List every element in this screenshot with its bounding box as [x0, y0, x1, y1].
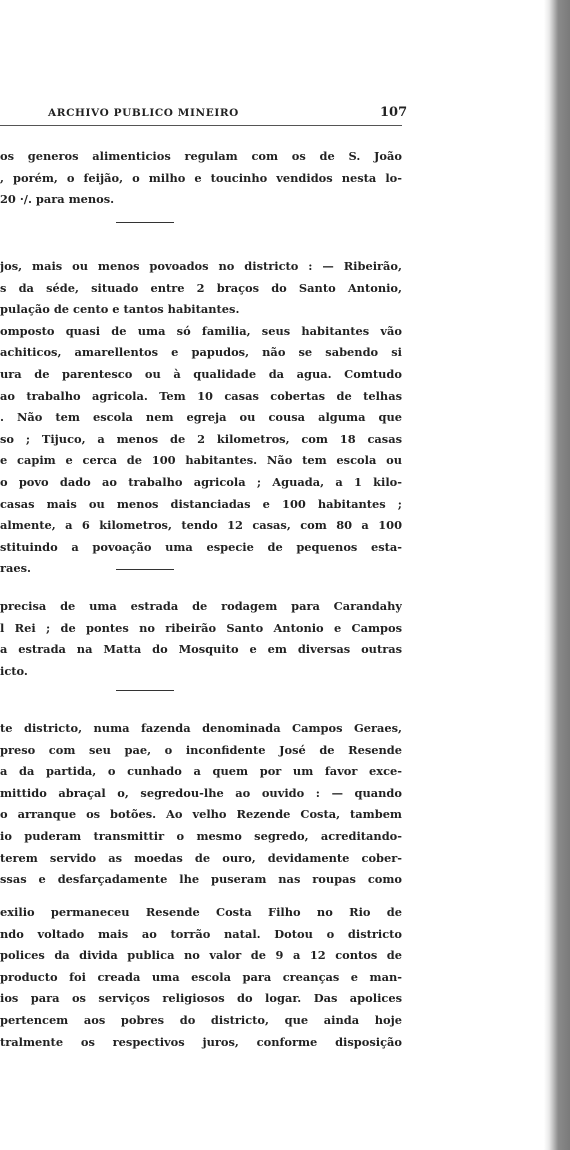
text-line: precisa de uma estrada de rodagem para Carandahy [0, 599, 402, 613]
text-line: stituindo a povoação uma especie de pequenos esta- [0, 539, 402, 554]
header-rule [0, 125, 402, 126]
text-line: . Não tem escola nem egreja ou cousa alguma que [0, 410, 402, 425]
text-line: a da partida, o cunhado a quem por um favor exce- [0, 764, 402, 779]
text-line: polices da divida publica no valor de 9 a 12 contos de [0, 948, 402, 963]
section-separator [116, 222, 174, 223]
text-line: terem servido as moedas de ouro, devidamente cober- [0, 850, 402, 865]
text-line: so ; Tijuco, a menos de 2 kilometros, com 18 casas [0, 431, 402, 446]
text-line: producto foi creada uma escola para creanças e man- [0, 969, 402, 984]
text-line: mittido abraçal o, segredou-lhe ao ouvido : — quando [0, 785, 402, 800]
paragraph-settlements [0, 256, 402, 580]
text-line: omposto quasi de uma só familia, seus habitantes vão [0, 323, 402, 338]
paragraph-inconfidente [0, 718, 402, 891]
text-line: , porém, o feijão, o milho e toucinho vendidos nesta lo- [0, 170, 402, 185]
text-line: 20 ·/. para menos. [0, 192, 115, 207]
text-line: icto. [0, 663, 28, 678]
text-line: o arranque os botões. Ao velho Rezende Costa, tambem [0, 807, 402, 822]
text-line: l Rei ; de pontes no ribeirão Santo Antonio e Campos [0, 620, 402, 635]
text-line: ura de parentesco ou à qualidade da agua. Comtudo [0, 366, 402, 381]
text-line: io puderam transmittir o mesmo segredo, acreditando- [0, 828, 402, 843]
page-header [0, 105, 408, 123]
section-separator [116, 569, 174, 570]
page-number: 107 [380, 105, 408, 120]
text-line: almente, a 6 kilometros, tendo 12 casas, com 80 a 100 [0, 518, 402, 533]
text-line: os generos alimenticios regulam com os de S. João [0, 149, 402, 163]
text-line: achiticos, amarellentos e papudos, não se sabendo si [0, 345, 402, 360]
text-line: casas mais ou menos distanciadas e 100 habitantes ; [0, 496, 402, 511]
paragraph-food-prices [0, 146, 402, 211]
text-line: e capim e cerca de 100 habitantes. Não tem escola ou [0, 453, 402, 468]
paragraph-needs [0, 596, 402, 682]
text-line: tralmente os respectivos juros, conforme disposição [0, 1034, 402, 1049]
text-line: te districto, numa fazenda denominada Campos Geraes, [0, 721, 402, 735]
text-line: preso com seu pae, o inconfidente José de Resende [0, 742, 402, 757]
text-line: raes. [0, 561, 32, 576]
text-line: jos, mais ou menos povoados no districto : — Ribeirão, [0, 259, 402, 273]
text-line: ao trabalho agricola. Tem 10 casas cobertas de telhas [0, 388, 402, 403]
paragraph-exile [0, 902, 402, 1053]
text-line: o povo dado ao trabalho agricola ; Aguada, a 1 kilo- [0, 474, 402, 489]
running-head: ARCHIVO PUBLICO MINEIRO [48, 107, 239, 119]
text-line: s da séde, situado entre 2 braços do Santo Antonio, [0, 280, 402, 295]
text-line: exilio permaneceu Resende Costa Filho no Rio de [0, 905, 402, 919]
text-line: pulação de cento e tantos habitantes. [0, 302, 240, 317]
text-line: pertencem aos pobres do districto, que ainda hoje [0, 1012, 402, 1027]
text-line: ndo voltado mais ao torrão natal. Dotou o districto [0, 926, 402, 941]
book-spine-shadow [544, 0, 570, 1150]
text-line: ios para os serviços religiosos do logar. Das apolices [0, 991, 402, 1006]
text-line: ssas e desfarçadamente lhe puseram nas roupas como [0, 872, 402, 887]
section-separator [116, 690, 174, 691]
text-line: a estrada na Matta do Mosquito e em diversas outras [0, 642, 402, 657]
